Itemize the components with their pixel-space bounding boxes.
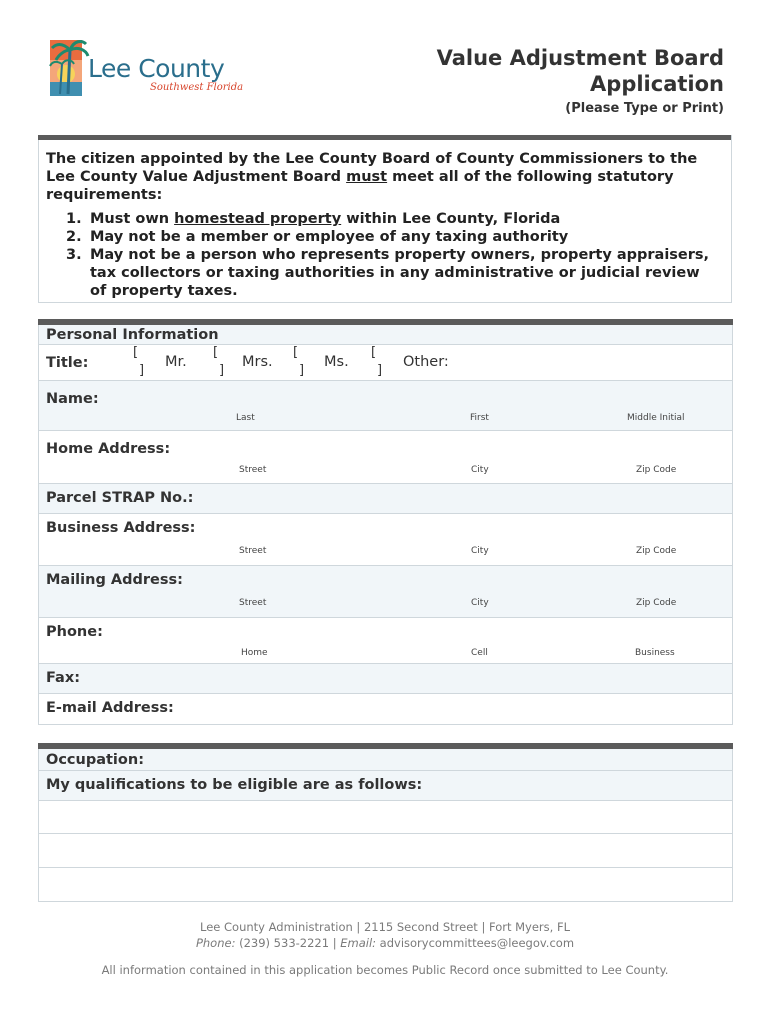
name-label: Name: bbox=[46, 391, 99, 407]
title-option-ms[interactable]: Ms. bbox=[324, 354, 349, 370]
fax-label: Fax: bbox=[46, 670, 80, 686]
logo-tagline: Southwest Florida bbox=[150, 82, 244, 93]
section-title: Personal Information bbox=[46, 327, 219, 343]
occupation-row[interactable] bbox=[39, 749, 732, 771]
qualifications-line[interactable] bbox=[39, 834, 732, 868]
logo-sun bbox=[57, 65, 75, 83]
mailing-address-row[interactable]: Mailing Address: Street City Zip Code bbox=[39, 566, 732, 618]
phone-row[interactable]: Phone: Home Cell Business bbox=[39, 618, 732, 664]
fax-row[interactable] bbox=[39, 664, 732, 694]
name-sub-middle: Middle Initial bbox=[627, 413, 685, 423]
footer-contact: Phone: (239) 533-2221 | Email: advisorycommittees@leegov.com bbox=[195, 936, 575, 950]
page-title-line2: Application bbox=[590, 72, 724, 96]
logo-water bbox=[50, 82, 82, 96]
email-row[interactable] bbox=[39, 694, 732, 724]
parcel-strap-label: Parcel STRAP No.: bbox=[46, 490, 194, 506]
personal-info-header-row bbox=[39, 325, 732, 345]
title-option-mr[interactable]: Mr. bbox=[165, 354, 187, 370]
name-row[interactable] bbox=[39, 381, 732, 431]
phone-label: Phone: bbox=[46, 624, 103, 640]
qualifications-section bbox=[38, 743, 733, 902]
name-sub-last: Last bbox=[236, 413, 255, 423]
requirement-item: 3. May not be a person who represents property owners, property appraisers, tax collectors or taxing authorities in any administrative or judicial review of property taxes. bbox=[66, 247, 710, 299]
qualifications-line[interactable] bbox=[39, 868, 732, 901]
title-option-mrs[interactable]: Mrs. bbox=[242, 354, 273, 370]
page-subtitle: (Please Type or Print) bbox=[565, 101, 724, 116]
title-option-other[interactable]: Other: bbox=[403, 354, 449, 370]
public-record-notice: All information contained in this application becomes Public Record once submitted to Lee County. bbox=[101, 963, 669, 977]
business-address-label: Business Address: bbox=[46, 520, 196, 536]
title-row: Title: [ ] Mr. [ ] Mrs. [ ] Ms. [ ] Other: bbox=[39, 345, 732, 381]
title-label: Title: bbox=[46, 355, 89, 371]
requirements-intro: The citizen appointed by the Lee County Board of County Commissioners to the Lee County Value Adjustment Board must meet all of the following statutory requirements: bbox=[46, 151, 698, 203]
email-label: E-mail Address: bbox=[46, 700, 174, 716]
requirement-item: 2. May not be a member or employee of any taxing authority bbox=[66, 229, 569, 245]
page-title-line1: Value Adjustment Board bbox=[436, 46, 724, 70]
must-emphasis: must bbox=[346, 169, 388, 185]
requirement-item: 1. Must own homestead property within Lee County, Florida bbox=[66, 211, 561, 227]
requirements-list bbox=[66, 210, 716, 300]
footer-email-link[interactable]: advisorycommittees@leegov.com bbox=[376, 936, 575, 950]
mailing-address-label: Mailing Address: bbox=[46, 572, 183, 588]
personal-information-section bbox=[38, 319, 733, 725]
home-address-label: Home Address: bbox=[46, 441, 171, 457]
qualifications-line[interactable] bbox=[39, 801, 732, 834]
footer-address: Lee County Administration | 2115 Second Street | Fort Myers, FL bbox=[200, 920, 570, 934]
name-sub-first: First bbox=[470, 413, 489, 423]
home-address-row[interactable]: Home Address: Street City Zip Code bbox=[39, 431, 732, 484]
qualifications-label-row bbox=[39, 771, 732, 801]
business-address-row[interactable]: Business Address: Street City Zip Code bbox=[39, 514, 732, 566]
logo-name: Lee County bbox=[88, 54, 225, 83]
qualifications-label: My qualifications to be eligible are as follows: bbox=[46, 777, 423, 793]
requirements-bar bbox=[38, 135, 731, 140]
occupation-label: Occupation: bbox=[46, 752, 144, 768]
parcel-strap-row[interactable] bbox=[39, 484, 732, 514]
